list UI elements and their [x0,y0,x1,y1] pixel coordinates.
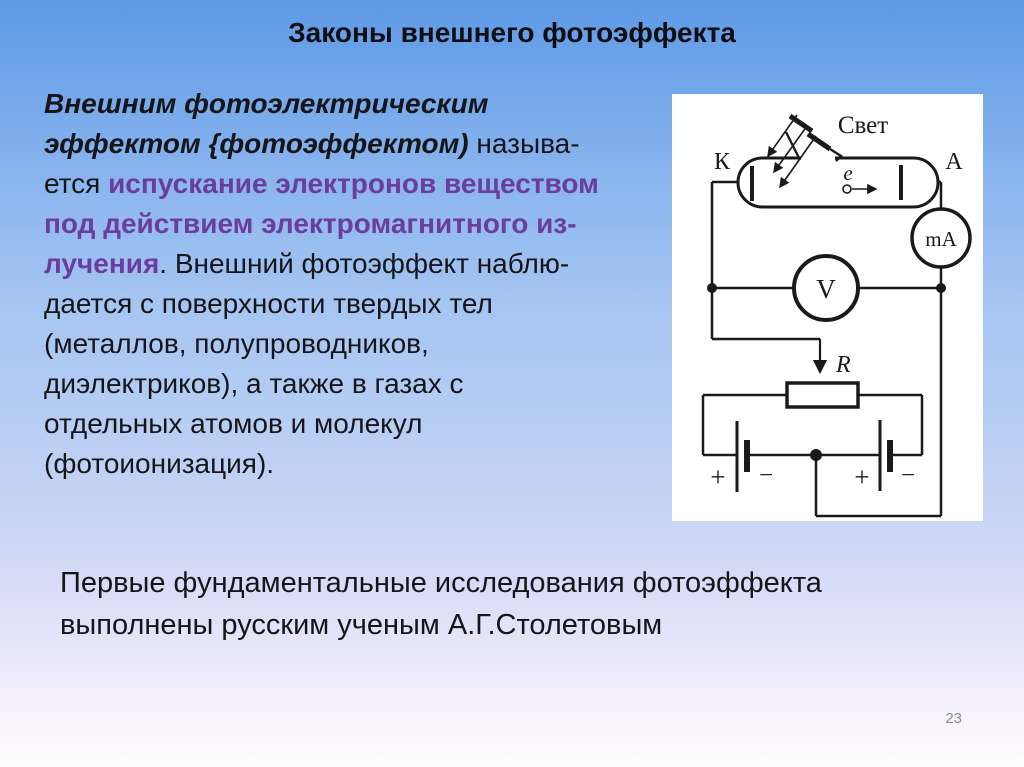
paragraph-line [44,204,674,244]
text-segment: эффектом {фотоэффектом) [44,128,469,159]
text-segment: диэлектриков), а также в газах с [44,368,464,399]
circuit-diagram [672,94,983,521]
paragraph-line [44,244,674,284]
text-segment: . Внешний фотоэффект наблю- [159,248,570,279]
definition-paragraph [44,84,674,484]
text-segment: Внешним фотоэлектрическим [44,88,489,119]
battery-plus-label: + [854,462,870,492]
stoletov-experiment-figure [672,94,983,521]
text-segment: под действием электромагнитного из- [44,208,577,239]
paragraph-line [44,124,674,164]
battery-minus-label: − [900,462,916,489]
voltmeter-label: V [816,274,836,304]
paragraph-line [44,284,674,324]
text-segment: ется [44,168,109,199]
text-segment: лучения [44,248,160,279]
potentiometer [787,339,858,407]
footer-line: Первые фундаментальные исследования фотоэффекта [60,567,822,599]
junction-dot [707,283,717,293]
paragraph-line [44,404,674,444]
anode-label: А [945,149,963,175]
text-segment: дается с поверхности твердых тел [44,288,493,319]
text-segment: называ- [468,128,580,159]
battery-left [710,421,773,492]
footer-line: выполнены русским ученым А.Г.Столетовым [60,609,663,641]
battery-plus-label: + [710,462,726,492]
text-segment: отдельных атомов и молекул [44,408,423,439]
battery-minus-label: − [758,462,774,489]
milliammeter [912,209,970,267]
cathode-label: К [713,149,731,175]
page-number: 23 [945,710,962,727]
resistor-label: R [836,352,851,378]
quartz-window-plate [790,116,812,131]
text-segment: испускание электронов веществом [108,168,599,199]
junction-dot [936,283,946,293]
text-segment: (металлов, полупроводников, [44,328,429,359]
electron-label: e [843,161,853,185]
light-label: Свет [837,112,889,139]
text-segment: (фотоионизация). [44,448,275,479]
slide-title: Законы внешнего фотоэффекта [288,17,736,48]
paragraph-line [44,324,674,364]
paragraph-line [44,364,674,404]
paragraph-line [44,164,674,204]
voltmeter [794,256,858,320]
paragraph-line [44,444,674,484]
junction-dot [810,449,822,461]
paragraph-line [44,84,674,124]
milliammeter-label: mA [925,227,957,251]
footer-statement [60,562,822,646]
